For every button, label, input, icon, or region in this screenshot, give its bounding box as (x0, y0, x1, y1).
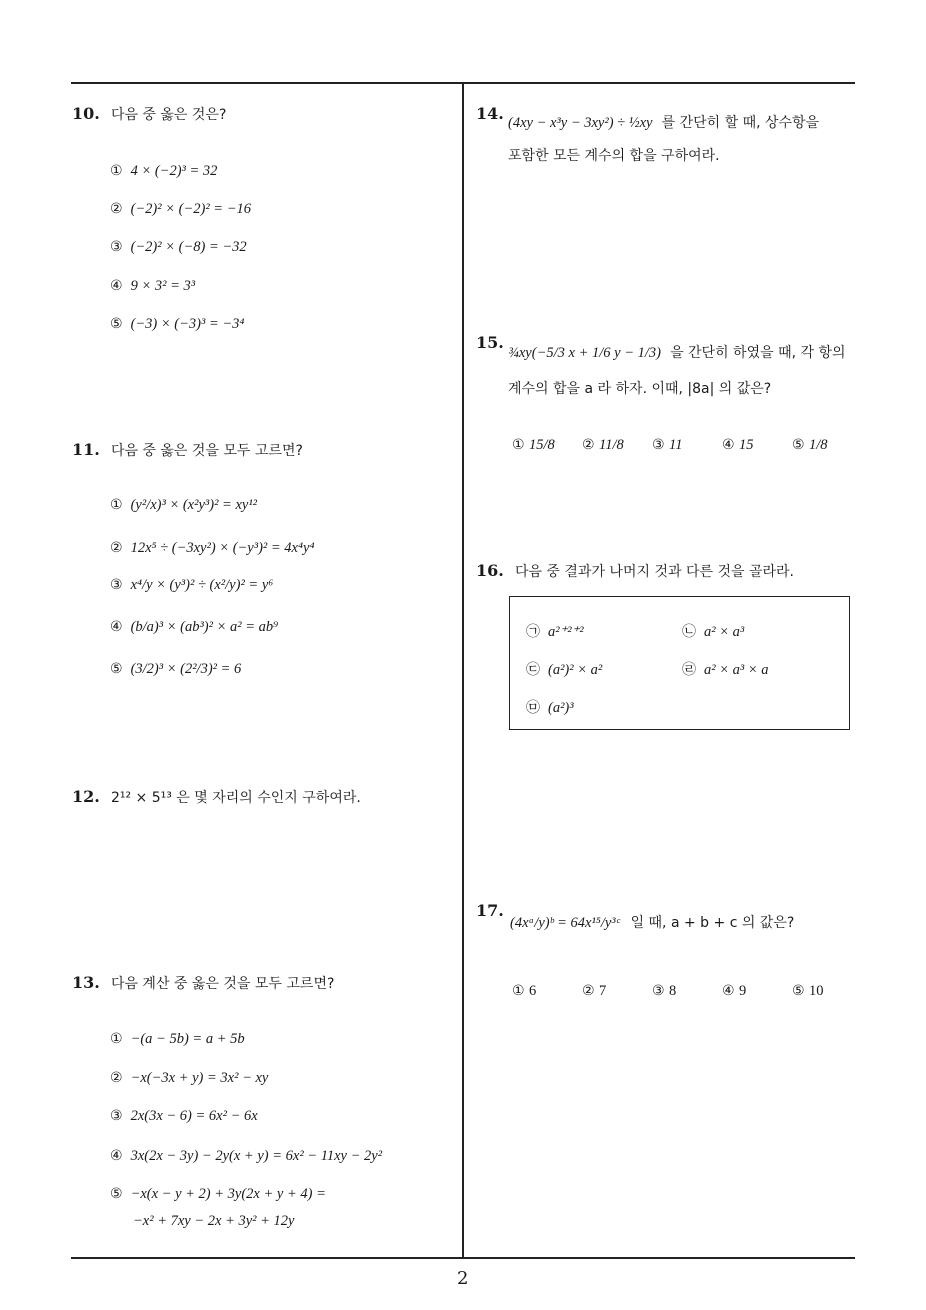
question-text: 를 간단히 할 때, 상수항을 (661, 115, 820, 131)
question-text: 다음 중 결과가 나머지 것과 다른 것을 골라라. (514, 564, 794, 580)
q16-item-5: ㉤ (a²)³ (526, 700, 574, 716)
question-14 (476, 104, 504, 123)
column-divider (462, 82, 464, 1258)
q13-option-5-continued: −x² + 7xy − 2x + 3y² + 12y (133, 1213, 295, 1229)
q15-options (512, 437, 852, 461)
question-15 (476, 333, 504, 352)
question-number: 16. (476, 561, 504, 580)
question-10 (72, 104, 226, 124)
question-16 (476, 561, 794, 581)
q16-item-4: ㉣ a² × a³ × a (682, 662, 769, 678)
q17-option-4[interactable]: ④ 9 (722, 983, 747, 999)
page-number: 2 (457, 1268, 469, 1289)
q17-option-5[interactable]: ⑤ 10 (792, 983, 824, 999)
q13-option-4[interactable]: ④ 3x(2x − 3y) − 2y(x + y) = 6x² − 11xy − 2y² (110, 1148, 383, 1164)
question-text: 포함한 모든 계수의 합을 구하여라. (508, 148, 720, 164)
q16-item-3: ㉢ (a²)² × a² (526, 662, 603, 678)
question-number: 14. (476, 104, 504, 123)
question-expression: (4xᵃ/y)ᵇ = 64x¹⁵/y³ᶜ (510, 915, 620, 931)
question-14-line-2 (508, 145, 720, 165)
question-text: 2¹² × 5¹³ 은 몇 자리의 수인지 구하여라. (110, 790, 361, 806)
question-expression: ¾xy(−5/3 x + 1/6 y − 1/3) (508, 345, 661, 361)
q15-option-5[interactable]: ⑤ 1/8 (792, 437, 828, 453)
q11-option-1[interactable]: ① (y²/x)³ × (x²y³)² = xy¹² (110, 497, 258, 513)
q11-option-5[interactable]: ⑤ (3/2)³ × (2²/3)² = 6 (110, 661, 242, 677)
q17-options (512, 983, 852, 1003)
q15-option-4[interactable]: ④ 15 (722, 437, 754, 453)
q15-option-3[interactable]: ③ 11 (652, 437, 683, 453)
question-number: 17. (476, 901, 504, 920)
q13-option-5[interactable]: ⑤ −x(x − y + 2) + 3y(2x + y + 4) = (110, 1186, 326, 1202)
question-11 (72, 440, 303, 460)
q10-option-5[interactable]: ⑤ (−3) × (−3)³ = −3⁴ (110, 316, 245, 332)
q17-option-1[interactable]: ① 6 (512, 983, 537, 999)
q15-option-1[interactable]: ① 15/8 (512, 437, 555, 453)
q17-option-2[interactable]: ② 7 (582, 983, 607, 999)
q10-option-1[interactable]: ① 4 × (−2)³ = 32 (110, 163, 218, 179)
q13-option-1[interactable]: ① −(a − 5b) = a + 5b (110, 1031, 245, 1047)
q13-option-2[interactable]: ② −x(−3x + y) = 3x² − xy (110, 1070, 269, 1086)
question-12 (72, 787, 361, 807)
question-text: 을 간단히 하였을 때, 각 항의 (670, 345, 846, 361)
question-text: 일 때, a + b + c 의 값은? (630, 915, 795, 931)
question-number: 10. (72, 104, 100, 123)
q10-option-3[interactable]: ③ (−2)² × (−8) = −32 (110, 239, 247, 255)
question-number: 12. (72, 787, 100, 806)
question-14-line-1 (508, 112, 819, 132)
q10-option-4[interactable]: ④ 9 × 3² = 3³ (110, 278, 196, 294)
question-number: 15. (476, 333, 504, 352)
q10-option-2[interactable]: ② (−2)² × (−2)² = −16 (110, 201, 251, 217)
q17-option-3[interactable]: ③ 8 (652, 983, 677, 999)
q16-items-box (509, 596, 850, 730)
question-text: 계수의 합을 a 라 하자. 이때, |8a| 의 값은? (508, 381, 772, 397)
question-13 (72, 973, 334, 993)
q15-option-2[interactable]: ② 11/8 (582, 437, 624, 453)
question-15-line-2 (508, 378, 771, 398)
question-text: 다음 중 옳은 것을 모두 고르면? (110, 443, 303, 459)
q11-option-3[interactable]: ③ x⁴/y × (y³)² ÷ (x²/y)² = y⁶ (110, 577, 274, 593)
question-expression: (4xy − x³y − 3xy²) ÷ ½xy (508, 115, 653, 131)
question-number: 11. (72, 440, 100, 459)
q16-item-1: ㉠ a²⁺²⁺² (526, 624, 584, 640)
q16-item-2: ㉡ a² × a³ (682, 624, 745, 640)
question-text: 다음 계산 중 옳은 것을 모두 고르면? (110, 976, 335, 992)
q11-option-4[interactable]: ④ (b/a)³ × (ab³)² × a² = ab⁹ (110, 619, 279, 635)
question-number: 13. (72, 973, 100, 992)
question-15-line-1 (508, 342, 846, 362)
question-17-line-1 (510, 912, 794, 932)
q13-option-3[interactable]: ③ 2x(3x − 6) = 6x² − 6x (110, 1108, 258, 1124)
q11-option-2[interactable]: ② 12x⁵ ÷ (−3xy²) × (−y³)² = 4x⁴y⁴ (110, 540, 315, 556)
question-17 (476, 901, 504, 920)
question-text: 다음 중 옳은 것은? (110, 107, 227, 123)
